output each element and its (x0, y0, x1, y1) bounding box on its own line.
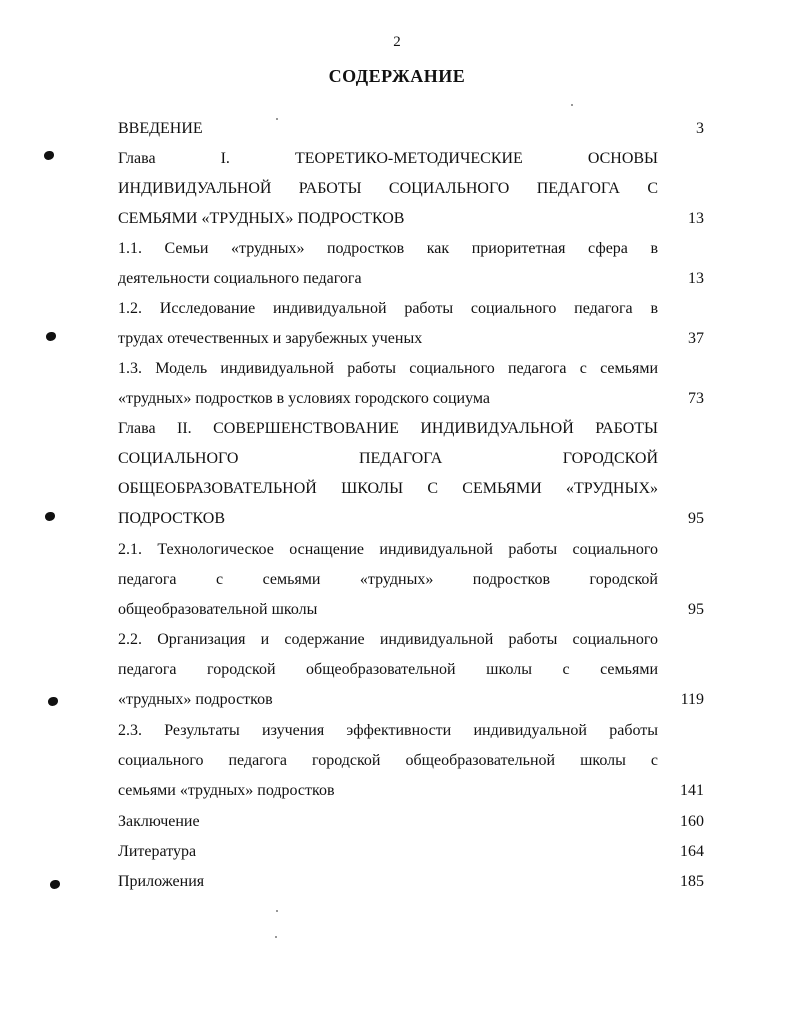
toc-entry-literature: Литература (118, 843, 197, 860)
toc-entry-section-2-1-line-2: педагога с семьями «трудных» подростков городской (118, 571, 658, 588)
toc-entry-section-2-2-line-2: педагога городской общеобразовательной школы с семьями (118, 661, 658, 678)
toc-entry-chapter-1-line-1: Глава I. ТЕОРЕТИКО-МЕТОДИЧЕСКИЕ ОСНОВЫ (118, 150, 658, 167)
toc-page-section-1-1: 13 (688, 270, 704, 287)
page-number: 2 (393, 34, 401, 50)
toc-entry-conclusion: Заключение (118, 813, 200, 830)
scan-speck (571, 104, 573, 106)
toc-entry-section-2-1-line-3: общеобразовательной школы (118, 601, 318, 618)
toc-entry-section-1-3-line-1: 1.3. Модель индивидуальной работы социального педагога с семьями (118, 360, 658, 377)
toc-entry-section-1-1-line-2: деятельности социального педагога (118, 270, 362, 287)
toc-page-section-1-2: 37 (688, 330, 704, 347)
toc-entry-section-2-1-line-1: 2.1. Технологическое оснащение индивидуальной работы социального (118, 541, 658, 558)
toc-entry-appendix: Приложения (118, 873, 205, 890)
toc-page-appendix: 185 (680, 873, 704, 890)
toc-page-chapter-1: 13 (688, 210, 704, 227)
toc-entry-introduction: ВВЕДЕНИЕ (118, 120, 203, 137)
toc-entry-section-2-3-line-2: социального педагога городской общеобразовательной школы с (118, 752, 658, 769)
toc-entry-section-1-1-line-1: 1.1. Семьи «трудных» подростков как приоритетная сфера в (118, 240, 658, 257)
toc-page-introduction: 3 (696, 120, 704, 137)
toc-entry-chapter-2-line-2: СОЦИАЛЬНОГО ПЕДАГОГА ГОРОДСКОЙ (118, 450, 658, 467)
scan-speck (276, 910, 278, 912)
toc-page-section-2-3: 141 (680, 782, 704, 799)
toc-page-section-2-1: 95 (688, 601, 704, 618)
scan-speck (275, 936, 277, 938)
toc-entry-chapter-2-line-1: Глава II. СОВЕРШЕНСТВОВАНИЕ ИНДИВИДУАЛЬНОЙ РАБОТЫ (118, 420, 658, 437)
toc-entry-chapter-1-line-2: ИНДИВИДУАЛЬНОЙ РАБОТЫ СОЦИАЛЬНОГО ПЕДАГОГА С (118, 180, 658, 197)
toc-entry-section-2-2-line-3: «трудных» подростков (118, 691, 273, 708)
toc-page-section-1-3: 73 (688, 390, 704, 407)
toc-entry-section-1-3-line-2: «трудных» подростков в условиях городского социума (118, 390, 490, 407)
toc-page-literature: 164 (680, 843, 704, 860)
scan-speck (276, 118, 278, 120)
toc-entry-chapter-1-line-3: СЕМЬЯМИ «ТРУДНЫХ» ПОДРОСТКОВ (118, 210, 405, 227)
toc-entry-section-1-2-line-2: трудах отечественных и зарубежных ученых (118, 330, 423, 347)
page-title: СОДЕРЖАНИЕ (328, 66, 466, 86)
toc-entry-section-2-2-line-1: 2.2. Организация и содержание индивидуальной работы социального (118, 631, 658, 648)
toc-entry-section-1-2-line-1: 1.2. Исследование индивидуальной работы социального педагога в (118, 300, 658, 317)
toc-page-section-2-2: 119 (680, 691, 704, 708)
toc-entry-section-2-3-line-1: 2.3. Результаты изучения эффективности индивидуальной работы (118, 722, 658, 739)
toc-entry-chapter-2-line-3: ОБЩЕОБРАЗОВАТЕЛЬНОЙ ШКОЛЫ С СЕМЬЯМИ «ТРУДНЫХ» (118, 480, 658, 497)
toc-entry-section-2-3-line-3: семьями «трудных» подростков (118, 782, 335, 799)
toc-page-conclusion: 160 (680, 813, 704, 830)
toc-page-chapter-2: 95 (688, 510, 704, 527)
toc-entry-chapter-2-line-4: ПОДРОСТКОВ (118, 510, 226, 527)
